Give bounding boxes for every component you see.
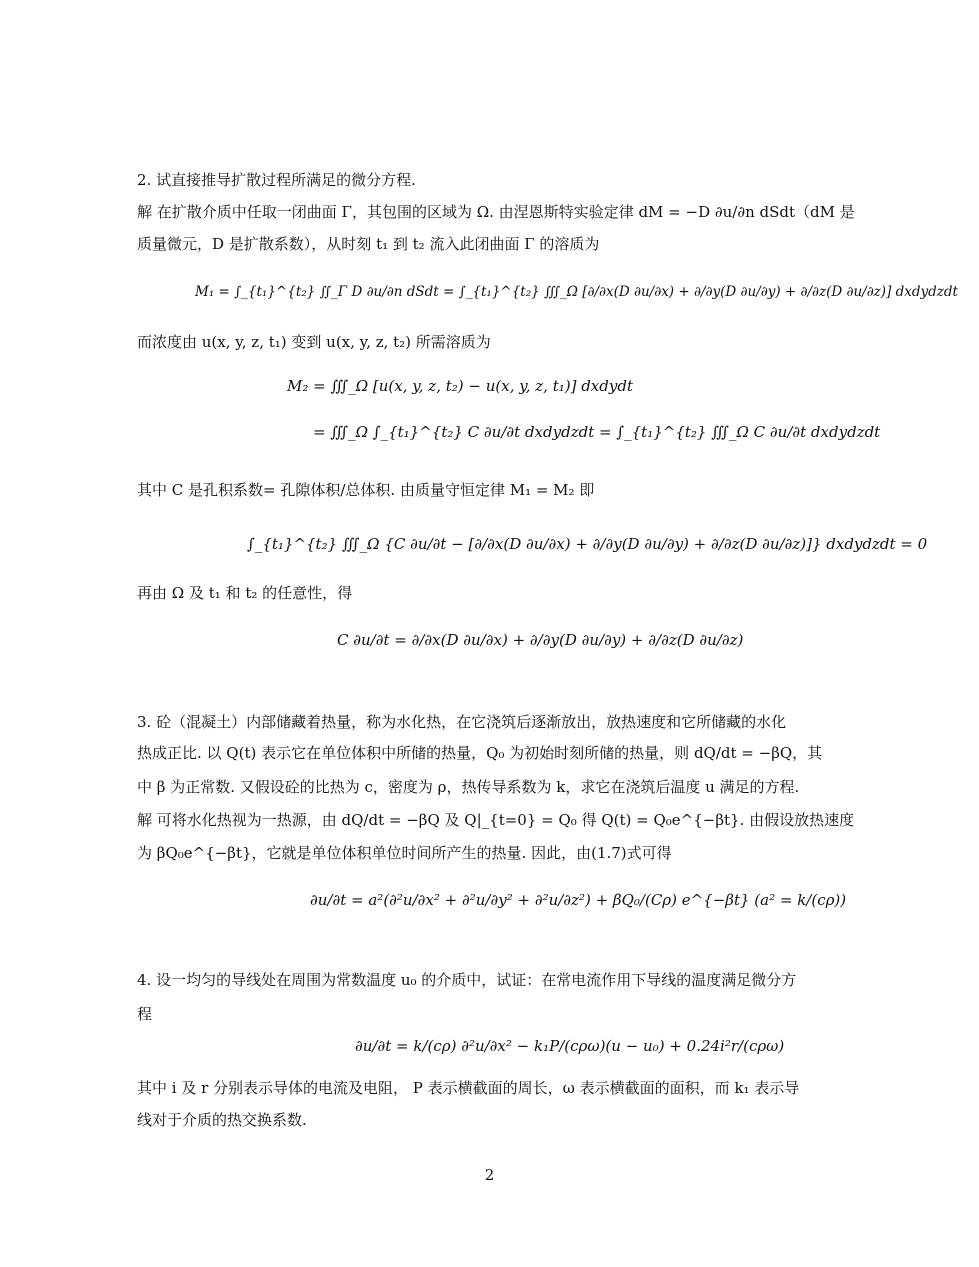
problem-3-line-3: 中 β 为正常数. 又假设砼的比热为 c，密度为 ρ，热传导系数为 k，求它在浇筑后温度 u 满足的方程. xyxy=(137,778,800,796)
equation-m1: M₁ = ∫_{t₁}^{t₂} ∬_Γ D ∂u/∂n dSdt = ∫_{t₁}^{t₂} ∭_Ω [∂/∂x(D ∂u/∂x) + ∂/∂y(D ∂u/∂y) + ∂/∂z(D ∂u/∂z)] dxdydzdt xyxy=(195,284,958,300)
equation-diffusion: C ∂u/∂t = ∂/∂x(D ∂u/∂x) + ∂/∂y(D ∂u/∂y) + ∂/∂z(D ∂u/∂z) xyxy=(337,631,744,649)
problem-2-line-4: 其中 C 是孔积系数= 孔隙体积/总体积. 由质量守恒定律 M₁ = M₂ 即 xyxy=(137,481,595,499)
problem-4-line-1: 4. 设一均匀的导线处在周围为常数温度 u₀ 的介质中，试证：在常电流作用下导线的温度满足微分方 xyxy=(137,971,797,989)
problem-3-line-2: 热成正比. 以 Q(t) 表示它在单位体积中所储的热量，Q₀ 为初始时刻所储的热量，则 dQ/dt = −βQ，其 xyxy=(137,744,823,762)
problem-4-line-2: 程 xyxy=(137,1005,153,1023)
problem-3-line-5: 为 βQ₀e^{−βt}，它就是单位体积单位时间所产生的热量. 因此，由(1.7)式可得 xyxy=(137,844,672,862)
problem-2-line-5: 再由 Ω 及 t₁ 和 t₂ 的任意性，得 xyxy=(137,584,353,602)
equation-m2-a: M₂ = ∭_Ω [u(x, y, z, t₂) − u(x, y, z, t₁)] dxdydt xyxy=(287,377,633,395)
problem-3-line-1: 3. 砼（混凝土）内部储藏着热量，称为水化热，在它浇筑后逐渐放出，放热速度和它所储藏的水化 xyxy=(137,713,787,731)
problem-4-line-4: 线对于介质的热交换系数. xyxy=(137,1111,307,1129)
page-number: 2 xyxy=(484,1166,495,1184)
equation-heat: ∂u/∂t = a²(∂²u/∂x² + ∂²u/∂y² + ∂²u/∂z²) + βQ₀/(Cρ) e^{−βt} (a² = k/(cρ)) xyxy=(310,891,847,909)
equation-balance: ∫_{t₁}^{t₂} ∭_Ω {C ∂u/∂t − [∂/∂x(D ∂u/∂x) + ∂/∂y(D ∂u/∂y) + ∂/∂z(D ∂u/∂z)]} dxdydzdt = 0 xyxy=(247,535,928,553)
problem-4-line-3: 其中 i 及 r 分别表示导体的电流及电阻， P 表示横截面的周长，ω 表示横截面的面积，而 k₁ 表示导 xyxy=(137,1079,800,1097)
equation-wire: ∂u/∂t = k/(cρ) ∂²u/∂x² − k₁P/(cρω)(u − u₀) + 0.24i²r/(cρω) xyxy=(355,1037,785,1055)
problem-2-line-2: 质量微元，D 是扩散系数），从时刻 t₁ 到 t₂ 流入此闭曲面 Γ 的溶质为 xyxy=(137,235,600,253)
problem-2-line-1: 解 在扩散介质中任取一闭曲面 Γ，其包围的区域为 Ω. 由涅恩斯特实验定律 dM = −D ∂u/∂n dSdt（dM 是 xyxy=(137,203,855,221)
problem-2-title: 2. 试直接推导扩散过程所满足的微分方程. xyxy=(137,171,416,189)
problem-3-line-4: 解 可将水化热视为一热源，由 dQ/dt = −βQ 及 Q|_{t=0} = Q₀ 得 Q(t) = Q₀e^{−βt}. 由假设放热速度 xyxy=(137,811,855,829)
equation-m2-b: = ∭_Ω ∫_{t₁}^{t₂} C ∂u/∂t dxdydzdt = ∫_{t₁}^{t₂} ∭_Ω C ∂u/∂t dxdydzdt xyxy=(313,423,881,441)
problem-2-line-3: 而浓度由 u(x, y, z, t₁) 变到 u(x, y, z, t₂) 所需溶质为 xyxy=(137,333,491,351)
